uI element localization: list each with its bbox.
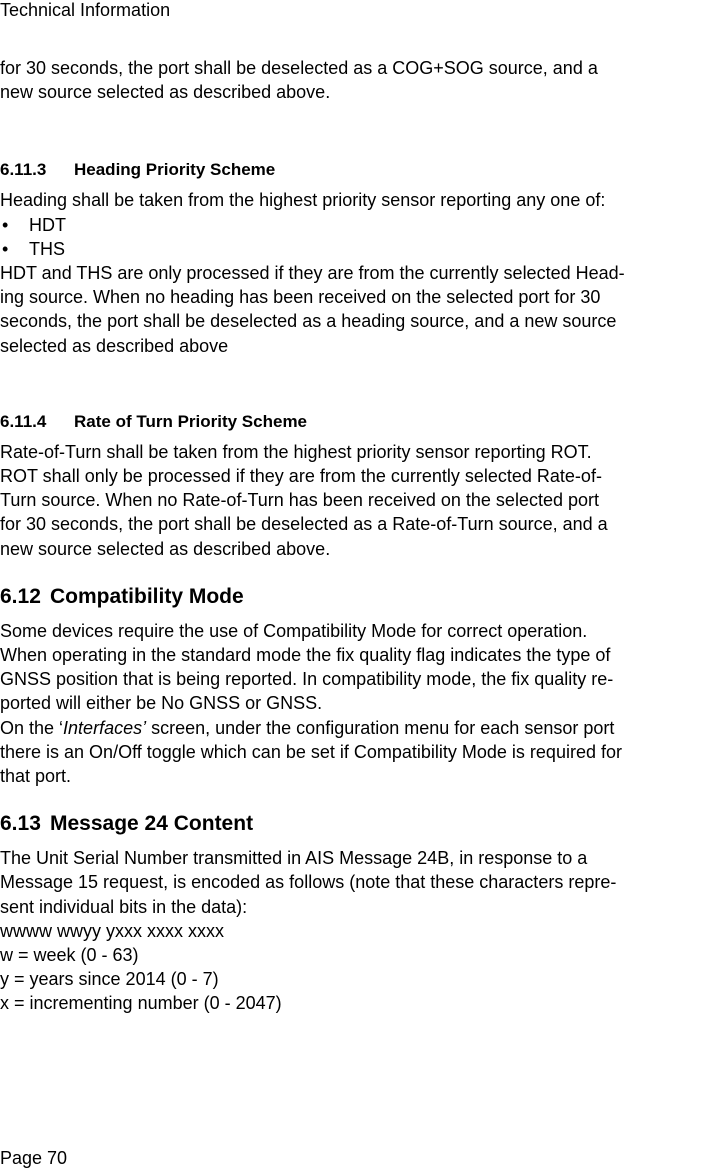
text-line: new source selected as described above. — [0, 538, 331, 559]
text-line: selected as described above — [0, 335, 229, 356]
intro-paragraph — [0, 56, 708, 104]
section-number: 6.13 — [0, 812, 41, 836]
running-header: Technical Information — [0, 0, 171, 20]
text-line: ing source. When no heading has been received on the selected port for 30 — [0, 287, 601, 308]
text-line: sent individual bits in the data): — [0, 896, 248, 917]
text-line: The Unit Serial Number transmitted in AIS Message 24B, in response to a — [0, 848, 588, 869]
text-line: HDT and THS are only processed if they are from the currently selected Head- — [0, 263, 625, 284]
list-item-text: HDT — [29, 214, 66, 235]
bullet-glyph: • — [2, 238, 9, 259]
list-item-text: THS — [29, 238, 65, 259]
heading-intro: Heading shall be taken from the highest priority sensor reporting any one of: — [0, 190, 606, 211]
bit-pattern: wwww wwyy yxxx xxxx xxxx — [0, 920, 224, 941]
text-line: Turn source. When no Rate-of-Turn has been received on the selected port — [0, 490, 599, 511]
text-line: ported will either be No GNSS or GNSS. — [0, 693, 323, 714]
page-number: Page 70 — [0, 1148, 68, 1168]
section-number: 6.11.4 — [0, 411, 47, 431]
text-line: GNSS position that is being reported. In compatibility mode, the fix quality re- — [0, 669, 614, 690]
list-item — [0, 213, 708, 237]
text-line: x = incrementing number (0 - 2047) — [0, 993, 282, 1014]
text-line: new source selected as described above. — [0, 82, 331, 103]
text-line: ROT shall only be processed if they are from the currently selected Rate-of- — [0, 466, 602, 487]
page-content — [0, 56, 708, 1016]
heading-body — [0, 261, 708, 358]
text-line: there is an On/Off toggle which can be set if Compatibility Mode is required for — [0, 741, 622, 762]
section-number: 6.11.3 — [0, 160, 47, 180]
text-line: for 30 seconds, the port shall be deselected as a COG+SOG source, and a — [0, 58, 598, 78]
section-heading-6-11-4 — [0, 412, 708, 432]
section-heading-6-12 — [0, 585, 708, 609]
section-title: Message 24 Content — [50, 812, 254, 836]
rot-body — [0, 440, 708, 561]
text-line: When operating in the standard mode the fix quality flag indicates the type of — [0, 645, 611, 666]
text-line: for 30 seconds, the port shall be deselected as a Rate-of-Turn source, and a — [0, 514, 608, 535]
interfaces-suffix: screen, under the configuration menu for each sensor port — [146, 717, 615, 738]
bullet-list — [0, 213, 708, 261]
section-title: Compatibility Mode — [50, 584, 244, 608]
text-line: y = years since 2014 (0 - 7) — [0, 969, 219, 990]
interfaces-screen-name: Interfaces’ — [63, 717, 147, 738]
text-line: that port. — [0, 766, 72, 787]
message24-body — [0, 846, 708, 1015]
text-line: seconds, the port shall be deselected as a heading source, and a new source — [0, 311, 617, 332]
section-number: 6.12 — [0, 584, 41, 608]
interfaces-prefix: On the ‘ — [0, 717, 64, 738]
text-line: Some devices require the use of Compatibility Mode for correct operation. — [0, 620, 588, 641]
section-title: Rate of Turn Priority Scheme — [74, 411, 308, 431]
text-line: w = week (0 - 63) — [0, 945, 139, 966]
list-item — [0, 237, 708, 261]
section-heading-6-11-3 — [0, 160, 708, 180]
bullet-glyph: • — [2, 214, 9, 235]
text-line — [0, 716, 708, 740]
section-heading-6-13 — [0, 812, 708, 836]
section-title: Heading Priority Scheme — [74, 160, 276, 180]
compatibility-body — [0, 619, 708, 788]
text-line: Rate-of-Turn shall be taken from the highest priority sensor reporting ROT. — [0, 441, 592, 462]
text-line: Message 15 request, is encoded as follows (note that these characters repre- — [0, 872, 617, 893]
